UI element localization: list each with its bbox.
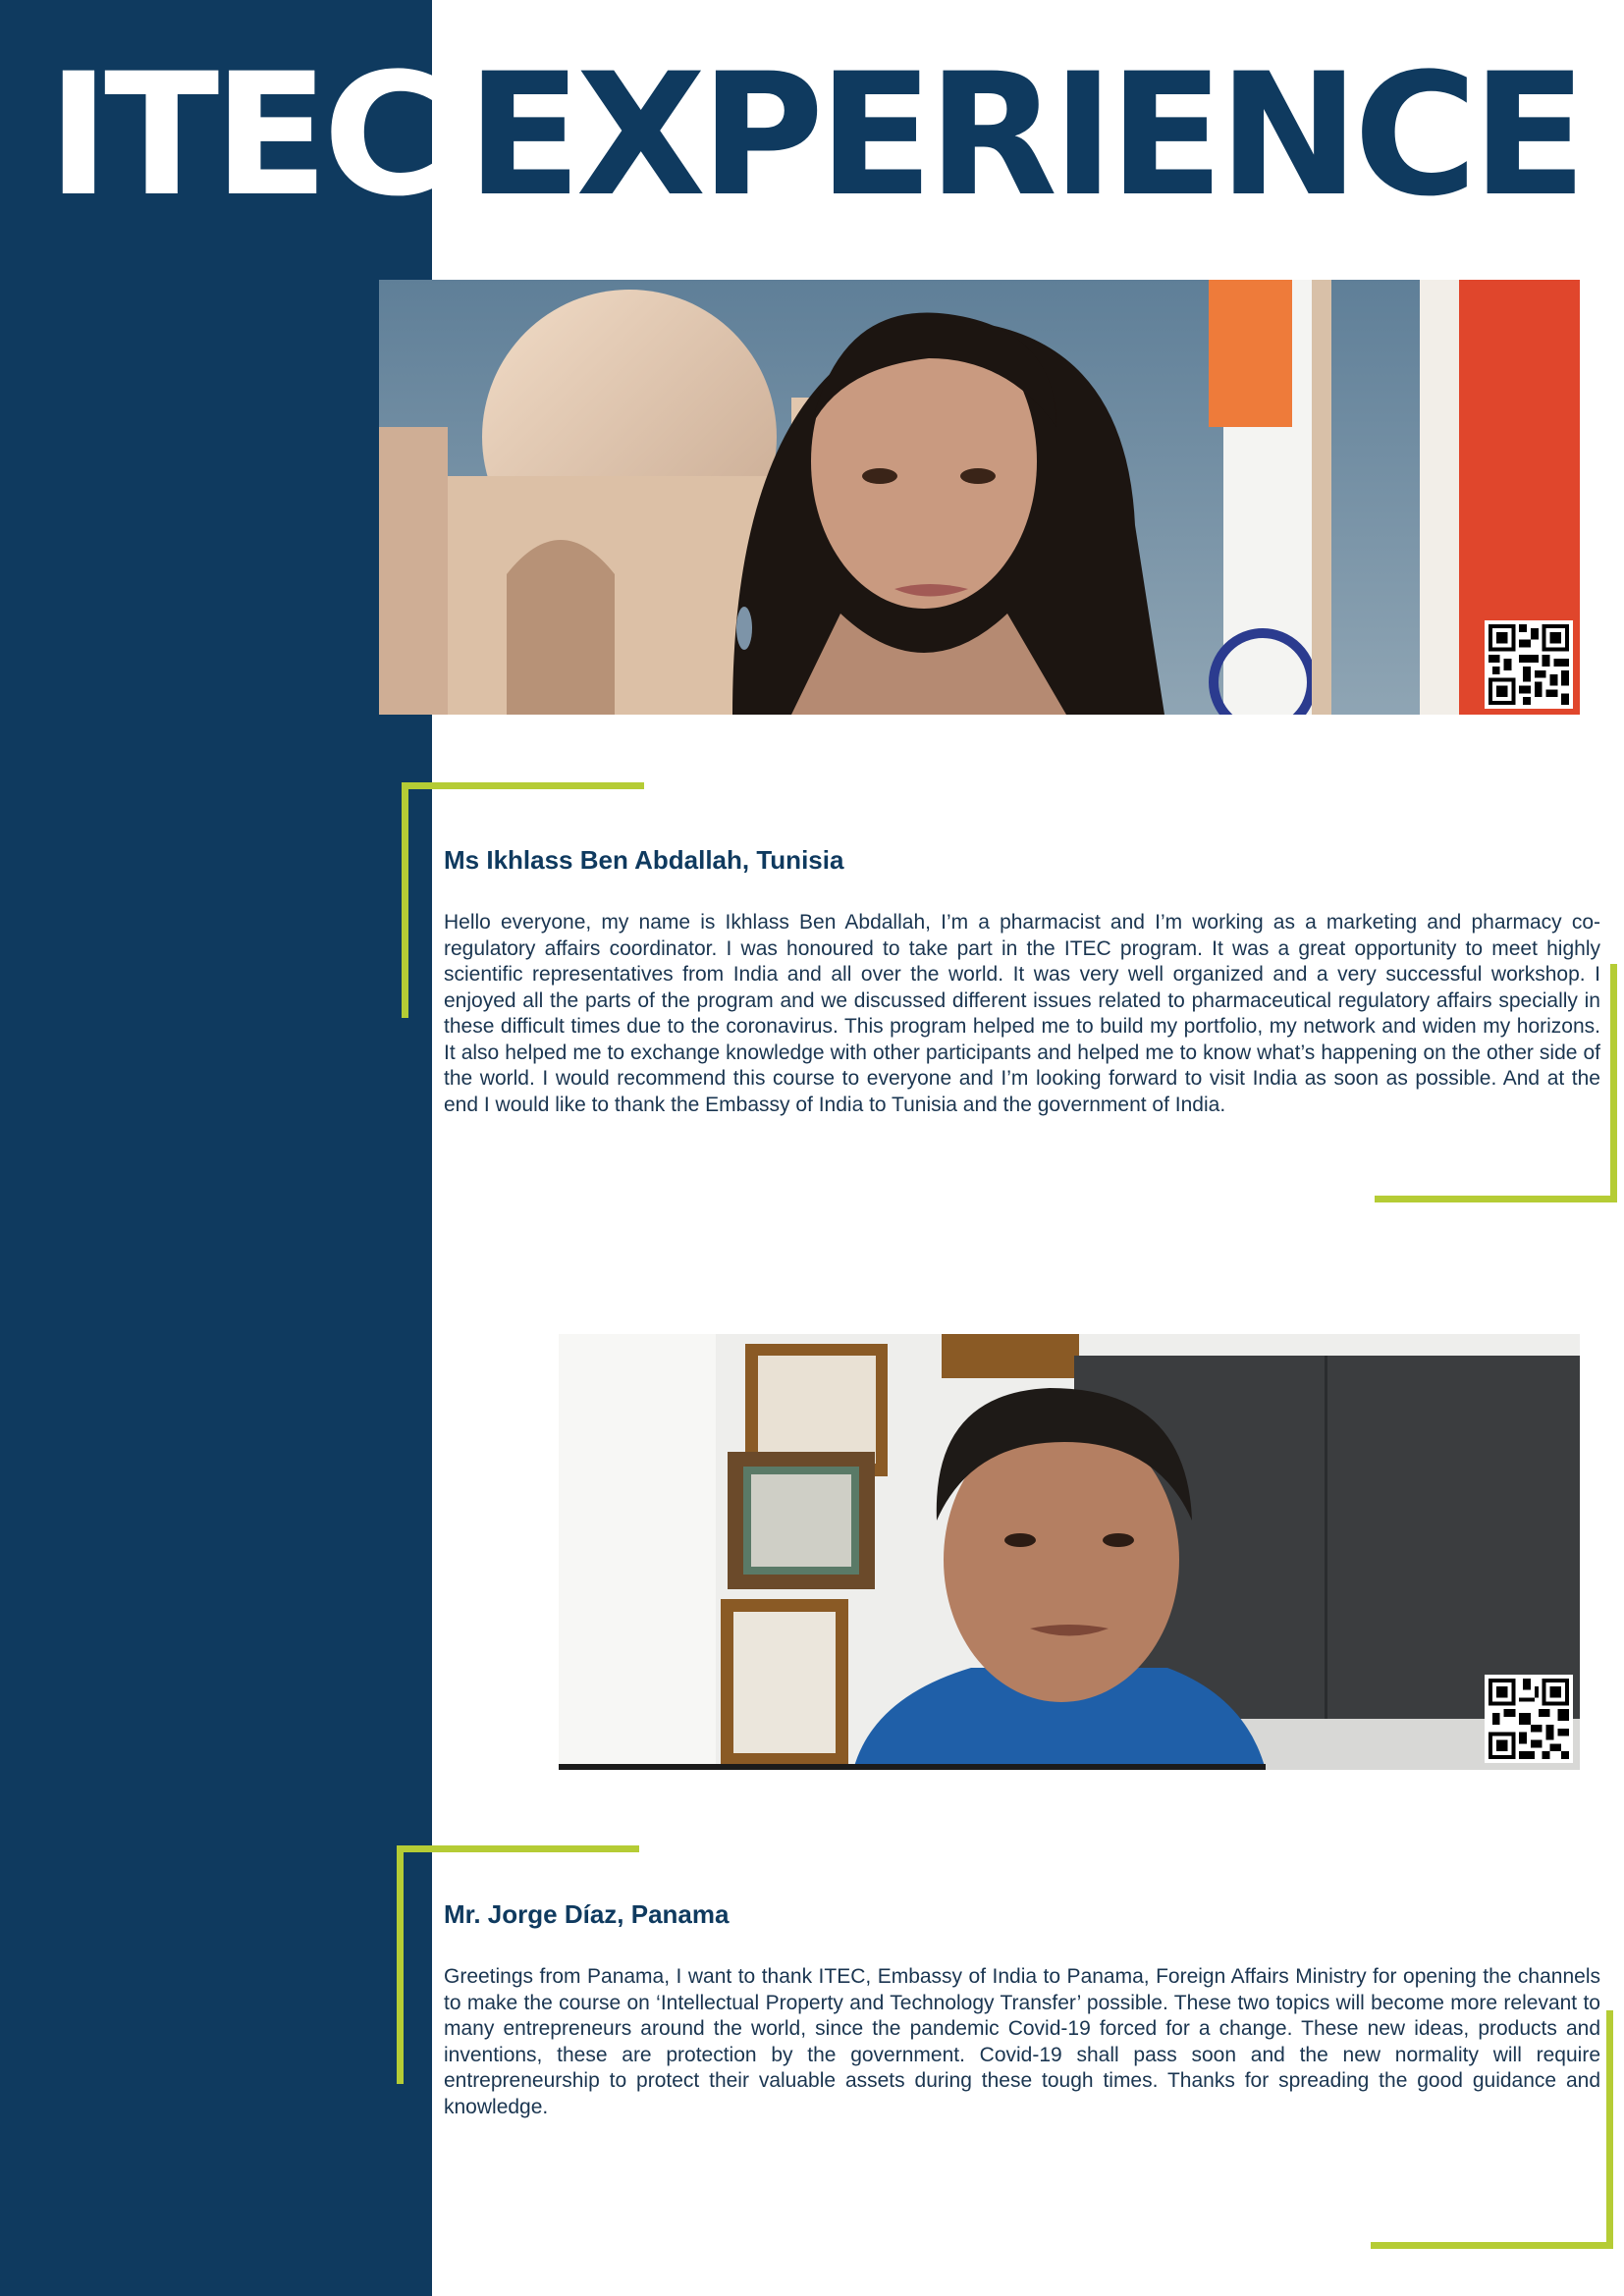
testimonial-photo-1 — [379, 280, 1580, 715]
side-band — [0, 0, 432, 2296]
testimonial-text-1: Hello everyone, my name is Ikhlass Ben Abdallah, I’m a pharmacist and I’m working as a marketing and pharmacy co-regulatory affairs coordinator. I was honoured to take part in the ITEC program. It was a great opportunity to meet highly scientific representatives from India and all over the world. It was very well organized and a very successful workshop. I enjoyed all the parts of the program and we discussed different issues related to pharmaceutical regulatory affairs specially in these difficult times due to the coronavirus. This program helped me to build my portfolio, my network and widen my horizons. It also helped me to exchange knowledge with other participants and helped me to know what’s happening on the other side of the world. I would recommend this course to everyone and I’m looking forward to visit India as soon as possible. And at the end I would like to thank the Embassy of India to Tunisia and the government of India. — [444, 911, 1600, 1116]
qr-code-icon — [1485, 1675, 1573, 1763]
title-experience: EXPERIENCE — [466, 36, 1582, 234]
page-title — [47, 36, 1582, 234]
qr-code-icon — [1485, 620, 1573, 709]
testimonial-photo-2 — [559, 1334, 1580, 1770]
title-itec: ITEC — [47, 36, 442, 234]
testimonial-name-2: Mr. Jorge Díaz, Panama — [444, 1899, 730, 1929]
testimonial-name-1: Ms Ikhlass Ben Abdallah, Tunisia — [444, 845, 844, 875]
testimonial-text-2: Greetings from Panama, I want to thank ITEC, Embassy of India to Panama, Foreign Affairs Ministry for opening the channels to make the course on ‘Intellectual Property and Technology Transfer’ possible. These two topics will become more relevant to many entrepreneurs around the world, since the pandemic Covid-19 forced for a change. These new ideas, products and inventions, these are protection by the government. Covid-19 shall pass soon and the new normality will require entrepreneurship to protect their valuable assets during these tough times. Thanks for spreading the good guidance and knowledge. — [444, 1965, 1600, 2118]
